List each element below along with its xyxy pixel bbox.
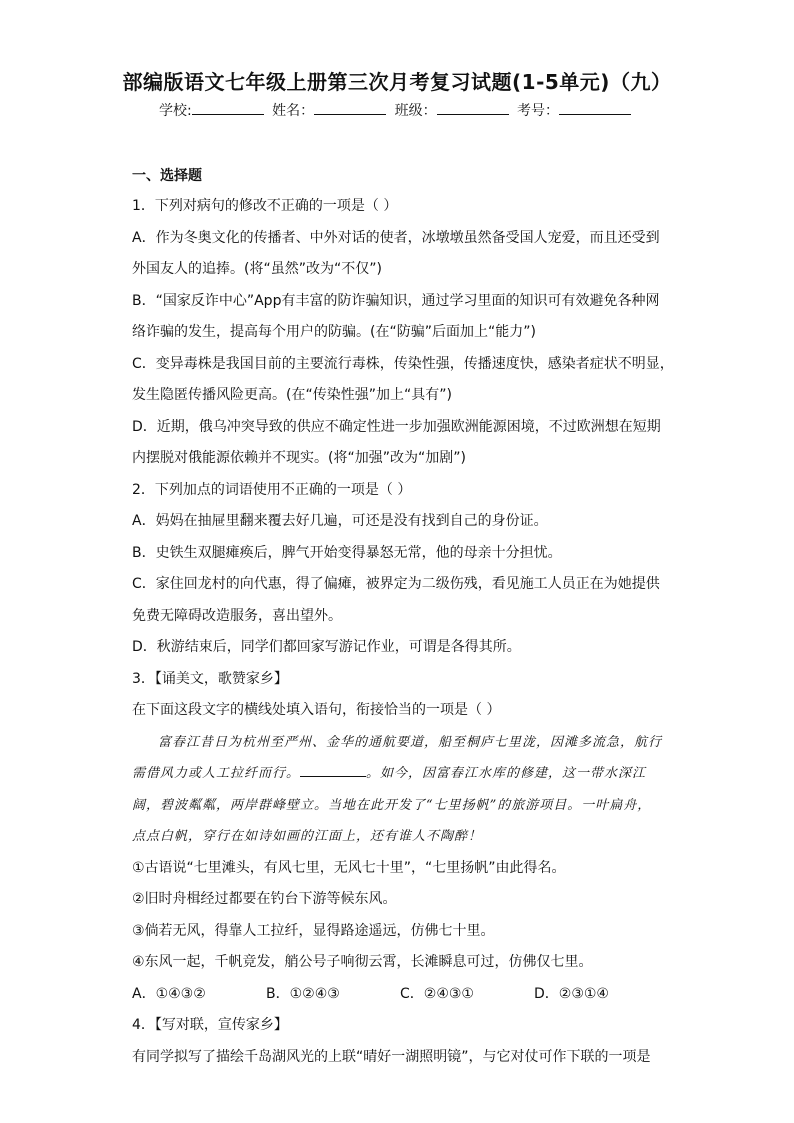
- q1-stem: 1．下列对病句的修改不正确的一项是（ ）: [132, 198, 398, 214]
- q3-passage-line2: [132, 758, 668, 790]
- q3-passage-line1: 富春江昔日为杭州至严州、金华的通航要道，船至桐庐七里泷，因滩多流急，航行: [158, 734, 663, 750]
- name-blank: [314, 100, 386, 115]
- q3-option-a: A．①④③②: [132, 985, 206, 1002]
- q4-stem: 有同学拟写了描绘千岛湖风光的上联“晴好一湖照明镜”，与它对仗可作下联的一项是: [132, 1048, 651, 1065]
- school-blank: [192, 100, 264, 115]
- question-body: [132, 165, 674, 1073]
- section-heading: 一、选择题: [132, 168, 202, 184]
- q1-option-a-line2: 外国友人的追捧。(将“虽然”改为“不仅”): [132, 261, 382, 277]
- q3-passage-line2-start: 需借风力或人工拉纤而行。: [132, 766, 301, 781]
- q3-stem: 在下面这段文字的横线处填入语句，衔接恰当的一项是（ ）: [132, 702, 501, 718]
- q1-option-b-line2: 络诈骗的发生，提高每个用户的防骗。(在“防骗”后面加上“能力”): [132, 324, 536, 340]
- q3-passage-line2-end: 。如今，因富春江水库的修建，这一带水深江: [366, 766, 647, 781]
- q3-sentence-2: ②旧时舟楫经过都要在钓台下游等候东风。: [132, 891, 397, 907]
- q1-option-c-line1: C．变异毒株是我国目前的主要流行毒株，传染性强，传播速度快，感染者症状不明显，: [132, 355, 674, 372]
- q1-option-d-line2: 内摆脱对俄能源依赖并不现实。(将“加强”改为“加剧”): [132, 450, 466, 466]
- student-info-row: [0, 100, 794, 120]
- q1-option-a-line1: A．作为冬奥文化的传播者、中外对话的使者，冰墩墩虽然备受国人宠爱，而且还受到: [132, 229, 660, 246]
- fill-blank: [300, 762, 366, 777]
- q4-heading: 4．【写对联，宣传家乡】: [132, 1017, 288, 1033]
- q2-option-c-line1: C．家住回龙村的向代惠，得了偏瘫，被界定为二级伤残，看见施工人员正在为她提供: [132, 576, 660, 592]
- q3-option-b: B．①②④③: [266, 985, 340, 1002]
- class-blank: [437, 100, 509, 115]
- q2-option-d: D．秋游结束后，同学们都回家写游记作业，可谓是各得其所。: [132, 639, 521, 655]
- q3-passage-line4: 点点白帆，穿行在如诗如画的江面上，还有谁人不陶醉！: [132, 829, 483, 844]
- q3-sentence-1: ①古语说“七里滩头，有风七里，无风七十里”，“七里扬帆”由此得名。: [132, 859, 566, 876]
- q1-option-b-line1: B．“国家反诈中心”App有丰富的防诈骗知识，通过学习里面的知识可有效避免各种网: [132, 292, 660, 309]
- school-label: 学校:: [158, 103, 192, 119]
- q3-option-c: C．②④③①: [400, 985, 474, 1002]
- q2-option-b: B．史铁生双腿瘫痪后，脾气开始变得暴怒无常，他的母亲十分担忧。: [132, 544, 562, 561]
- q3-sentence-4: ④东风一起，千帆竞发，艄公号子响彻云霄，长滩瞬息可过，仿佛仅七里。: [132, 954, 593, 970]
- page-title: 部编版语文七年级上册第三次月考复习试题(1-5单元)（九）: [122, 70, 672, 94]
- q3-passage-line3: 阔，碧波粼粼，两岸群峰壁立。当地在此开发了“七里扬帆”的旅游项目。一叶扁舟，: [132, 797, 652, 813]
- q1-option-d-line1: D．近期，俄乌冲突导致的供应不确定性进一步加强欧洲能源困境，不过欧洲想在短期: [132, 418, 661, 435]
- q3-options: [132, 979, 668, 1011]
- q1-option-c-line2: 发生隐匿传播风险更高。(在“传染性强”加上“具有”): [132, 387, 452, 403]
- exam-no-blank: [559, 100, 631, 115]
- exam-no-label: 考号：: [517, 103, 560, 119]
- q2-option-c-line2: 免费无障碍改造服务，喜出望外。: [132, 607, 342, 624]
- class-label: 班级：: [394, 103, 437, 119]
- q2-option-a: A．妈妈在抽屉里翻来覆去好几遍，可还是没有找到自己的身份证。: [132, 513, 548, 529]
- name-label: 姓名：: [272, 103, 315, 119]
- q3-option-d: D．②③①④: [534, 985, 609, 1002]
- q3-heading: 3．【诵美文，歌赞家乡】: [132, 670, 288, 687]
- q2-stem: 2．下列加点的词语使用不正确的一项是（ ）: [132, 481, 412, 498]
- q3-sentence-3: ③倘若无风，得靠人工拉纤，显得路途遥远，仿佛七十里。: [132, 922, 495, 939]
